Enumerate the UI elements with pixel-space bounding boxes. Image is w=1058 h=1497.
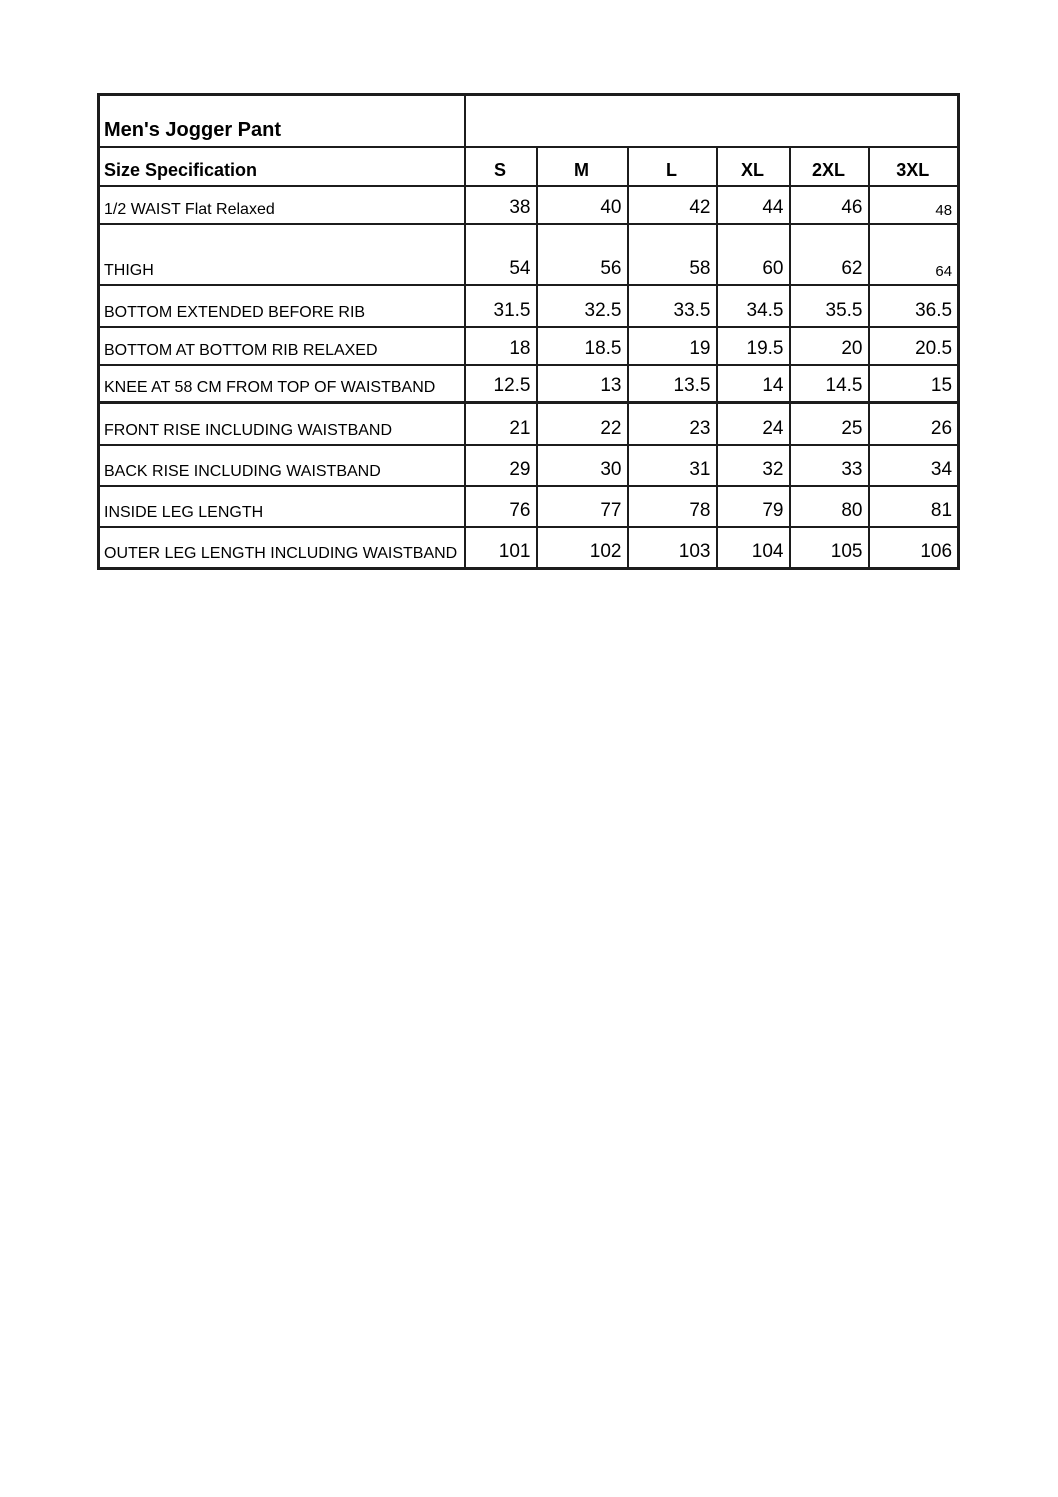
cell-value: 56: [537, 224, 628, 285]
row-label: BOTTOM AT BOTTOM RIB RELAXED: [99, 327, 465, 365]
cell-value: 44: [717, 186, 790, 224]
cell-value: 38: [465, 186, 537, 224]
table-row: [99, 285, 959, 327]
table-title: Men's Jogger Pant: [99, 95, 465, 147]
cell-value: 29: [465, 445, 537, 486]
cell-value: 106: [869, 527, 959, 569]
cell-value: 78: [628, 486, 717, 527]
cell-value: 36.5: [869, 285, 959, 327]
cell-value: 103: [628, 527, 717, 569]
cell-value: 105: [790, 527, 869, 569]
row-label: FRONT RISE INCLUDING WAISTBAND: [99, 403, 465, 445]
cell-value: 46: [790, 186, 869, 224]
table-row: [99, 527, 959, 569]
table-row: [99, 186, 959, 224]
table-row: [99, 486, 959, 527]
cell-value: 101: [465, 527, 537, 569]
cell-value: 34.5: [717, 285, 790, 327]
cell-value: 54: [465, 224, 537, 285]
header-size-xl: XL: [717, 147, 790, 186]
header-size-s: S: [465, 147, 537, 186]
size-spec-table: [97, 93, 960, 570]
table-row: [99, 403, 959, 445]
cell-value: 26: [869, 403, 959, 445]
row-label: OUTER LEG LENGTH INCLUDING WAISTBAND: [99, 527, 465, 569]
cell-value: 58: [628, 224, 717, 285]
cell-value: 19.5: [717, 327, 790, 365]
cell-value: 18: [465, 327, 537, 365]
row-label: INSIDE LEG LENGTH: [99, 486, 465, 527]
cell-value: 13: [537, 365, 628, 403]
header-label: Size Specification: [99, 147, 465, 186]
cell-value: 12.5: [465, 365, 537, 403]
cell-value: 24: [717, 403, 790, 445]
header-size-3xl: 3XL: [869, 147, 959, 186]
table-row: [99, 327, 959, 365]
cell-value: 15: [869, 365, 959, 403]
cell-value: 62: [790, 224, 869, 285]
cell-value: 104: [717, 527, 790, 569]
cell-value: 19: [628, 327, 717, 365]
cell-value: 31: [628, 445, 717, 486]
row-label: THIGH: [99, 224, 465, 285]
cell-value: 30: [537, 445, 628, 486]
cell-value: 33: [790, 445, 869, 486]
title-row-empty-cell: [465, 95, 959, 147]
cell-value: 18.5: [537, 327, 628, 365]
header-size-m: M: [537, 147, 628, 186]
cell-value: 32.5: [537, 285, 628, 327]
cell-value: 76: [465, 486, 537, 527]
row-label: 1/2 WAIST Flat Relaxed: [99, 186, 465, 224]
cell-value: 60: [717, 224, 790, 285]
header-size-2xl: 2XL: [790, 147, 869, 186]
cell-value: 20: [790, 327, 869, 365]
cell-value: 77: [537, 486, 628, 527]
table-row: [99, 365, 959, 403]
cell-value: 23: [628, 403, 717, 445]
cell-value: 22: [537, 403, 628, 445]
table-title-row: [99, 95, 959, 147]
cell-value: 25: [790, 403, 869, 445]
cell-value: 35.5: [790, 285, 869, 327]
cell-value: 13.5: [628, 365, 717, 403]
cell-value: 102: [537, 527, 628, 569]
cell-value: 80: [790, 486, 869, 527]
row-label: BACK RISE INCLUDING WAISTBAND: [99, 445, 465, 486]
cell-value: 79: [717, 486, 790, 527]
cell-value: 34: [869, 445, 959, 486]
row-label: KNEE AT 58 CM FROM TOP OF WAISTBAND: [99, 365, 465, 403]
table-header-row: [99, 147, 959, 186]
cell-value: 32: [717, 445, 790, 486]
table-row: [99, 224, 959, 285]
row-label: BOTTOM EXTENDED BEFORE RIB: [99, 285, 465, 327]
cell-value: 33.5: [628, 285, 717, 327]
cell-value: 64: [869, 224, 959, 285]
cell-value: 31.5: [465, 285, 537, 327]
cell-value: 14.5: [790, 365, 869, 403]
cell-value: 81: [869, 486, 959, 527]
cell-value: 21: [465, 403, 537, 445]
cell-value: 40: [537, 186, 628, 224]
header-size-l: L: [628, 147, 717, 186]
cell-value: 20.5: [869, 327, 959, 365]
cell-value: 14: [717, 365, 790, 403]
cell-value: 48: [869, 186, 959, 224]
table-row: [99, 445, 959, 486]
cell-value: 42: [628, 186, 717, 224]
